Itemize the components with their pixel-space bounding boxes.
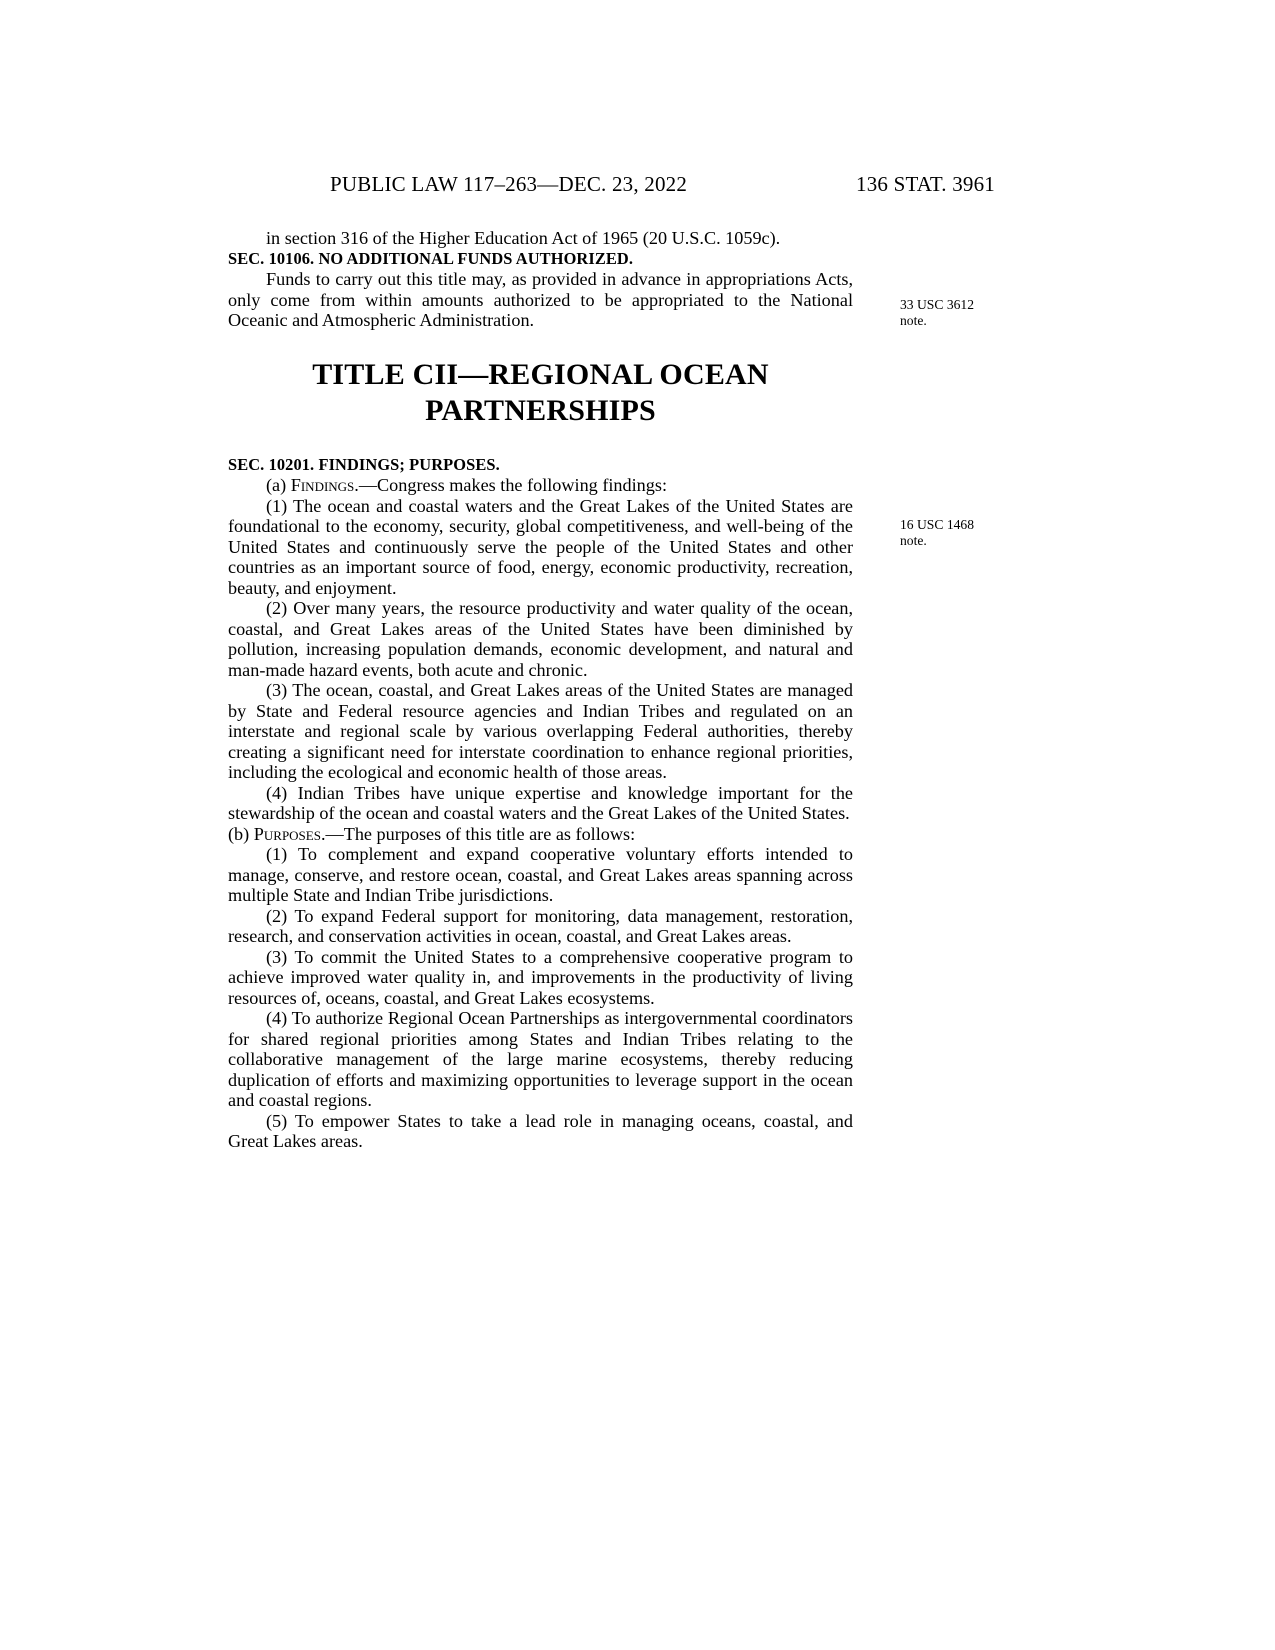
- title-cii-heading-line2: PARTNERSHIPS: [425, 393, 656, 427]
- purpose-item-4: (4) To authorize Regional Ocean Partnerships as intergovernmental coordinators for shared regional priorities among States and Indian Tribes relating to the collaborative management of the large marine ecosystems, thereby reducing duplication of efforts and maximizing opportunities to leverage support in the ocean and coastal regions.: [228, 1008, 853, 1110]
- finding-item-2: (2) Over many years, the resource productivity and water quality of the ocean, coastal, and Great Lakes areas of the United States have been diminished by pollution, increasing population demands, economic development, and natural and man-made hazard events, both acute and chronic.: [228, 598, 853, 680]
- section-heading-10201: SEC. 10201. FINDINGS; PURPOSES.: [228, 454, 500, 474]
- subsection-a-suffix: .—Congress makes the following findings:: [354, 475, 667, 495]
- finding-item-1: (1) The ocean and coastal waters and the Great Lakes of the United States are foundational to the economy, security, global competitiveness, and well-being of the United States and continuously serve the people of the United States and other countries as an important source of food, energy, economic productivity, recreation, beauty, and enjoyment.: [228, 495, 853, 598]
- side-note-usc-1468: [900, 517, 1090, 548]
- subsection-b-suffix: .—The purposes of this title are as follows:: [320, 823, 636, 844]
- purpose-item-2: (2) To expand Federal support for monitoring, data management, restoration, research, and conservation activities in ocean, coastal, and Great Lakes areas.: [228, 905, 853, 946]
- statute-page-number: 136 STAT. 3961: [856, 172, 995, 196]
- section-10106-text: Funds to carry out this title may, as provided in advance in appropriations Acts, only come from within amounts authorized to be appropriated to the National Oceanic and Atmospheric Administration.: [228, 269, 853, 330]
- side-note-qualifier: note.: [900, 312, 927, 328]
- continued-paragraph: in section 316 of the Higher Education Act of 1965 (20 U.S.C. 1059c).: [266, 228, 781, 248]
- purpose-item-5: (5) To empower States to take a lead role in managing oceans, coastal, and Great Lakes areas.: [228, 1110, 853, 1151]
- subsection-b-title: Purposes: [253, 823, 321, 844]
- side-note-citation: 33 USC 3612: [900, 297, 975, 312]
- title-cii-heading-line1: TITLE CII—REGIONAL OCEAN: [312, 357, 769, 391]
- subsection-a-label: [228, 475, 853, 496]
- subsection-b-prefix: (b): [228, 823, 254, 844]
- side-note-qualifier: note.: [900, 532, 927, 548]
- side-note-citation: 16 USC 1468: [900, 517, 975, 532]
- public-law-citation: PUBLIC LAW 117–263—DEC. 23, 2022: [330, 172, 688, 196]
- finding-item-4: (4) Indian Tribes have unique expertise and knowledge important for the stewardship of the ocean and coastal waters and the Great Lakes of the United States.: [228, 782, 853, 823]
- finding-item-3: (3) The ocean, coastal, and Great Lakes areas of the United States are managed by State and Federal resource agencies and Indian Tribes and regulated on an interstate and regional scale by various overlapping Federal authorities, thereby creating a significant need for interstate coordination to enhance regional priorities, including the ecological and economic health of those areas.: [228, 680, 853, 782]
- section-heading-10106: SEC. 10106. NO ADDITIONAL FUNDS AUTHORIZED.: [228, 248, 634, 268]
- subsection-a-title: Findings: [290, 475, 355, 495]
- side-note-usc-3612: [900, 297, 1090, 328]
- title-cii-heading: [228, 357, 853, 429]
- purpose-item-1: (1) To complement and expand cooperative voluntary efforts intended to manage, conserve, and restore ocean, coastal, and Great Lakes areas spanning across multiple State and Indian Tribe jurisdictions.: [228, 844, 853, 905]
- subsection-a-prefix: (a): [266, 475, 291, 495]
- purpose-item-3: (3) To commit the United States to a comprehensive cooperative program to achieve improved water quality in, and improvements in the productivity of living resources of, oceans, coastal, and Great Lakes ecosystems.: [228, 946, 853, 1008]
- main-text-column: [228, 228, 853, 1152]
- subsection-b-label: [228, 824, 853, 845]
